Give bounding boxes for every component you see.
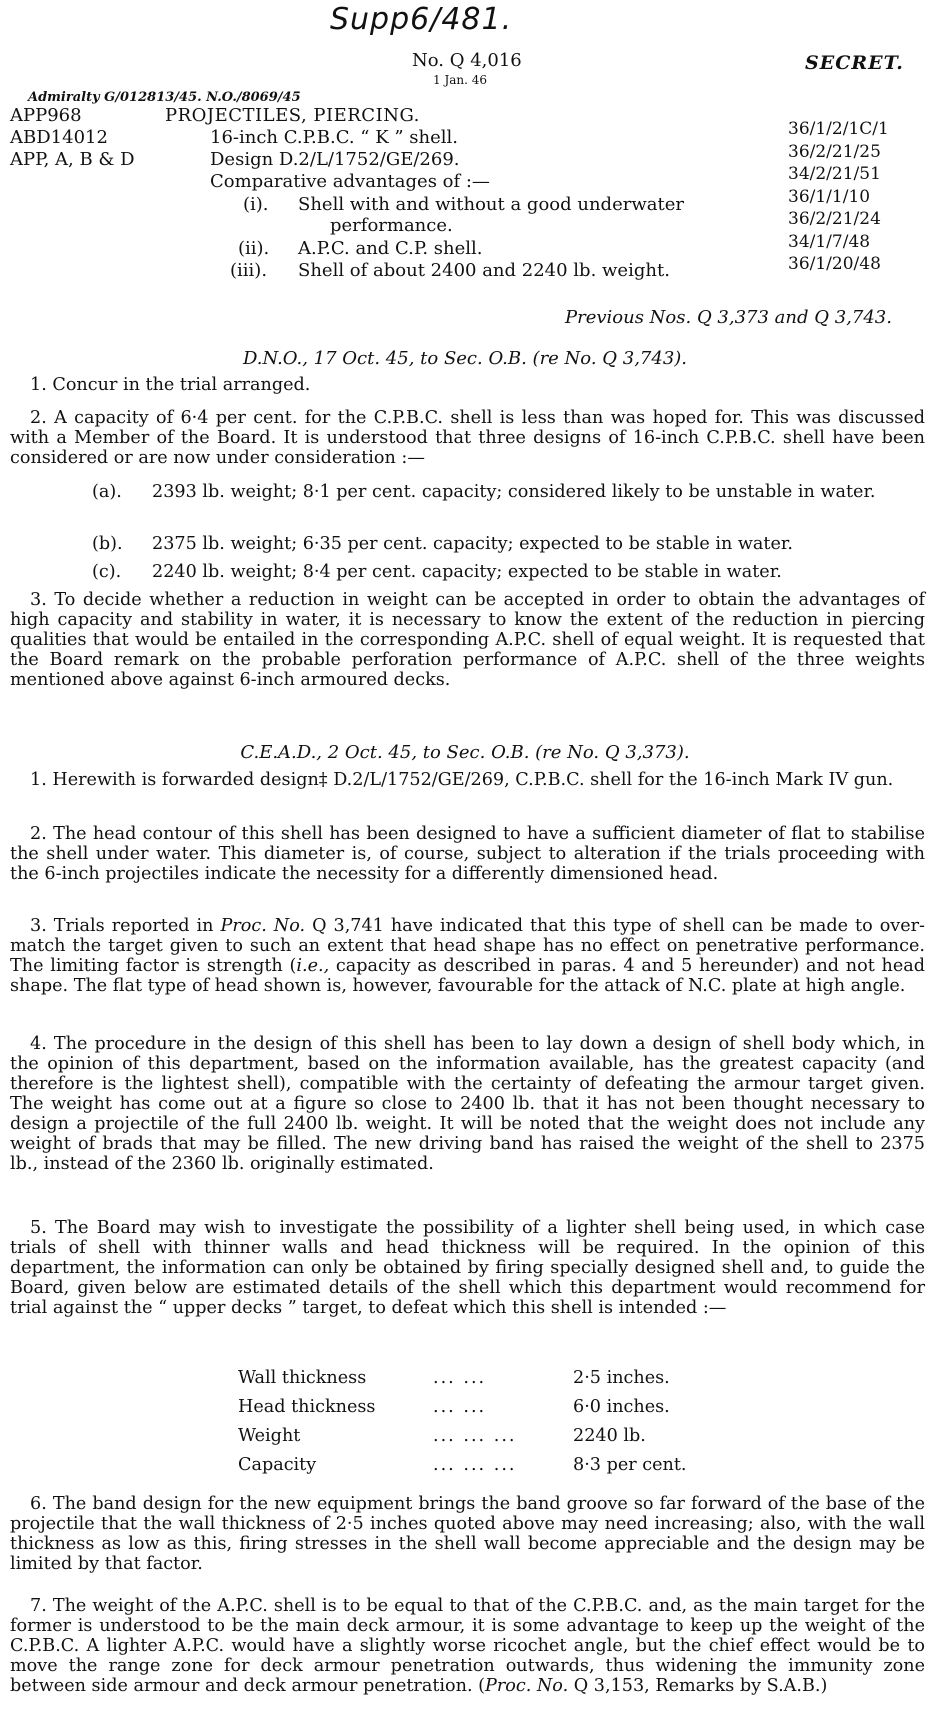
- spec-label: Capacity: [238, 1455, 317, 1475]
- previous-numbers: Previous Nos. Q 3,373 and Q 3,743.: [565, 307, 892, 328]
- header-code-3: APP, A, B & D: [10, 149, 135, 170]
- cead-paragraph-7: [10, 1596, 925, 1696]
- dno-subitem-c: [92, 562, 930, 582]
- text-run: 3. Trials reported in: [30, 916, 221, 936]
- section-title-cead: C.E.A.D., 2 Oct. 45, to Sec. O.B. (re No. Q 3,373).: [240, 742, 690, 763]
- text-run-italic: Proc. No.: [485, 1676, 569, 1696]
- section-title-dno: D.N.O., 17 Oct. 45, to Sec. O.B. (re No. Q 3,743).: [242, 348, 688, 369]
- dno-subitem-a: [92, 482, 930, 502]
- header-item-num-2: (ii).: [238, 238, 270, 259]
- file-ref: 36/2/21/24: [788, 209, 881, 229]
- spec-row: [238, 1451, 773, 1480]
- cead-paragraph-2: 2. The head contour of this shell has been designed to have a sufficient diameter of flat to stabilise the shell under water. This diameter is, of course, subject to alteration if the trials proceeding with the 6-inch projectiles indicate the necessity for a differently dimensioned head.: [10, 824, 925, 884]
- dno-paragraph-1: 1. Concur in the trial arranged.: [30, 375, 311, 395]
- header-item-1-cont: performance.: [330, 215, 453, 236]
- file-ref: 36/1/1/10: [788, 186, 871, 207]
- header-code-1: APP968: [10, 105, 82, 126]
- spec-value: 2240 lb.: [573, 1426, 646, 1446]
- subitem-label: (b).: [92, 534, 123, 554]
- spec-label: Head thickness: [238, 1397, 376, 1417]
- spec-dots: ... ... ...: [433, 1455, 517, 1475]
- header-item-3: Shell of about 2400 and 2240 lb. weight.: [298, 260, 670, 281]
- dno-paragraph-2: 2. A capacity of 6·4 per cent. for the C.P.B.C. shell is less than was hoped for. This was discussed with a Member of the Board. It is understood that three designs of 16-inch C.P.B.C. shell have been considered or are now under consideration :—: [10, 408, 925, 468]
- subitem-text: 2375 lb. weight; 6·35 per cent. capacity; expected to be stable in water.: [152, 534, 793, 554]
- header-item-num-1: (i).: [243, 194, 269, 215]
- file-references: [788, 118, 889, 276]
- dno-paragraph-3: 3. To decide whether a reduction in weight can be accepted in order to obtain the advantages of high capacity and stability in water, it is necessary to know the extent of the reduction in piercing qualities that would be entailed in the corresponding A.P.C. shell of equal weight. It is requested that the Board remark on the probable perforation performance of A.P.C. shell of the three weights mentioned above against 6-inch armoured decks.: [10, 590, 925, 690]
- header-subject-2: 16-inch C.P.B.C. “ K ” shell.: [210, 127, 459, 148]
- header-code-2: ABD14012: [10, 127, 108, 148]
- file-ref: 36/1/20/48: [788, 254, 881, 274]
- spec-value: 8·3 per cent.: [573, 1455, 687, 1475]
- classification-label: SECRET.: [805, 52, 904, 74]
- subitem-text: 2240 lb. weight; 8·4 per cent. capacity; expected to be stable in water.: [152, 562, 782, 582]
- text-run-italic: Proc. No.: [220, 916, 306, 936]
- header-item-2: A.P.C. and C.P. shell.: [298, 238, 483, 259]
- cead-paragraph-6: 6. The band design for the new equipment brings the band groove so far forward of the base of the projectile that the wall thickness of 2·5 inches quoted above may need increasing; also, with the wall thickness as low as this, firing stresses in the shell wall become appreciable and the design may be limited by that factor.: [10, 1494, 925, 1574]
- file-ref: 36/1/2/1C/1: [788, 119, 889, 139]
- spec-value: 6·0 inches.: [573, 1397, 670, 1417]
- header-subject-3: Design D.2/L/1752/GE/269.: [210, 149, 460, 170]
- admiralty-reference: Admiralty G/012813/45. N.O./8069/45: [28, 90, 301, 105]
- text-run-italic: i.e.,: [296, 956, 330, 976]
- spec-value: 2·5 inches.: [573, 1368, 670, 1388]
- text-run: capacity as described in paras. 4 and 5 hereunder) and not head shape. The flat type of head shown is, however, favourable for the attack of N.C. plate at high angle.: [10, 956, 925, 996]
- header-subject-1: PROJECTILES, PIERCING.: [165, 105, 420, 126]
- cead-paragraph-3: [10, 916, 925, 996]
- document-number: No. Q 4,016: [412, 50, 522, 71]
- spec-row: [238, 1393, 773, 1422]
- cead-paragraph-4: 4. The procedure in the design of this shell has been to lay down a design of shell body which, in the opinion of this department, based on the information available, has the greatest capacity (and therefore is the lightest shell), compatible with the certainty of defeating the armour target given. The weight has come out at a figure so close to 2400 lb. that it has not been thought necessary to design a projectile of the full 2400 lb. weight. It will be noted that the weight does not include any weight of brads that may be filled. The new driving band has raised the weight of the shell to 2375 lb., instead of the 2360 lb. originally estimated.: [10, 1034, 925, 1174]
- subitem-label: (c).: [92, 562, 122, 582]
- spec-label: Wall thickness: [238, 1368, 367, 1388]
- shell-spec-table: [238, 1364, 773, 1480]
- spec-row: [238, 1364, 773, 1393]
- text-run: Q 3,741 have indicated that this type of shell can be made to over-match the target given to such an extent that head shape has no effect on penetrative performance. The limiting factor is strength (: [10, 916, 925, 976]
- text-run: 7. The weight of the A.P.C. shell is to be equal to that of the C.P.B.C. and, as the main target for the former is understood to be the main deck armour, it is some advantage to keep up the weight of the C.P.B.C. A lighter A.P.C. would have a slightly worse ricochet angle, but the chief effect would be to move the range zone for deck armour penetration outwards, thus widening the immunity zone between side armour and deck armour penetration. (: [10, 1596, 925, 1696]
- subitem-text: 2393 lb. weight; 8·1 per cent. capacity; considered likely to be unstable in water.: [152, 482, 876, 502]
- handwritten-reference: Supp6/481.: [330, 2, 513, 37]
- subitem-label: (a).: [92, 482, 122, 502]
- header-item-num-3: (iii).: [230, 260, 268, 281]
- text-run: Q 3,153, Remarks by S.A.B.): [568, 1676, 828, 1696]
- file-ref: 36/2/21/25: [788, 141, 881, 162]
- spec-dots: ... ...: [433, 1397, 487, 1417]
- spec-dots: ... ...: [433, 1368, 487, 1388]
- file-ref: 34/2/21/51: [788, 164, 881, 184]
- dno-subitem-b: [92, 534, 930, 554]
- document-date: 1 Jan. 46: [433, 73, 488, 87]
- spec-row: [238, 1422, 773, 1451]
- spec-dots: ... ... ...: [433, 1426, 517, 1446]
- cead-paragraph-1: 1. Herewith is forwarded design‡ D.2/L/1752/GE/269, C.P.B.C. shell for the 16-inch Mark IV gun.: [30, 770, 894, 790]
- spec-label: Weight: [238, 1426, 301, 1446]
- cead-paragraph-5: 5. The Board may wish to investigate the possibility of a lighter shell being used, in which case trials of shell with thinner walls and head thickness will be required. In the opinion of this department, the information can only be obtained by firing specially designed shell and, to guide the Board, given below are estimated details of the shell which this department would recommend for trial against the “ upper decks ” target, to defeat which this shell is intended :—: [10, 1218, 925, 1318]
- header-item-1: Shell with and without a good underwater: [298, 194, 684, 215]
- file-ref: 34/1/7/48: [788, 231, 871, 252]
- header-subject-4: Comparative advantages of :—: [210, 171, 490, 192]
